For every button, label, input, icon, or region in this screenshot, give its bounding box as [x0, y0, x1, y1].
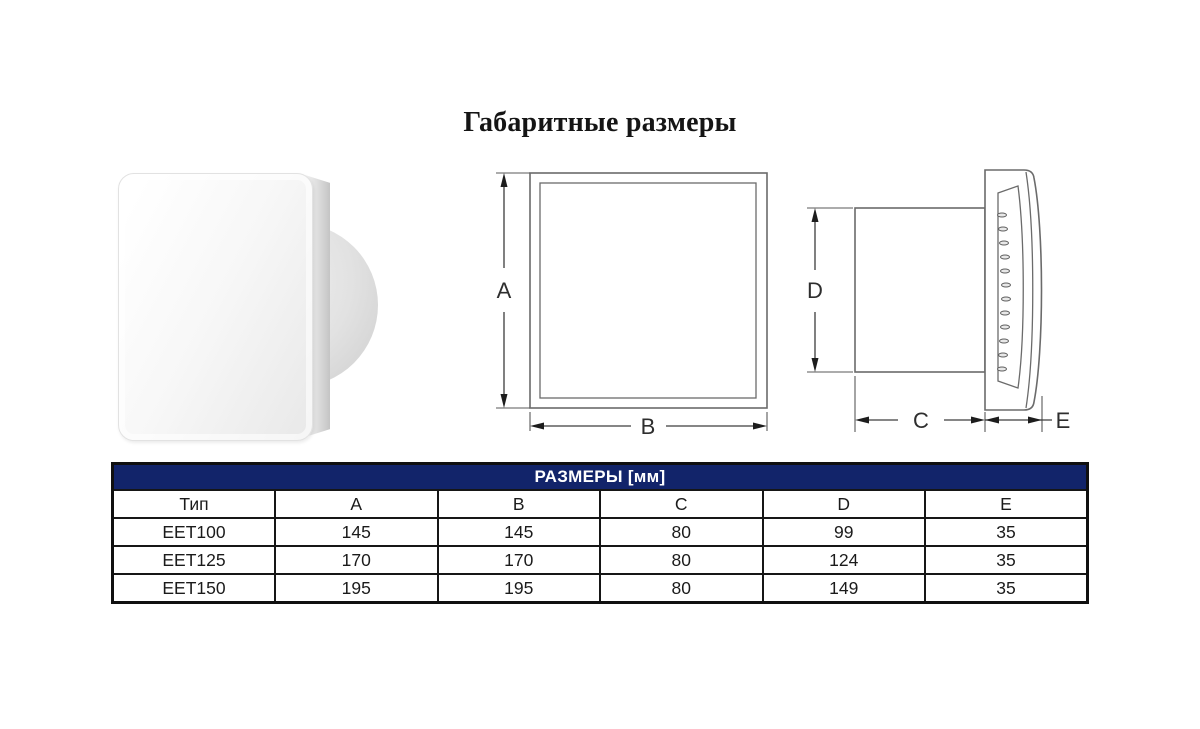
fan-cover-image [118, 173, 313, 441]
cell-a: 170 [275, 546, 438, 574]
side-view-drawing [795, 160, 1095, 450]
table-row [113, 518, 1088, 546]
table-title-row [113, 464, 1088, 491]
dimension-d-label: D [807, 278, 823, 303]
table-row [113, 546, 1088, 574]
cell-c: 80 [600, 546, 763, 574]
side-view-outline [855, 170, 1042, 410]
cell-b: 145 [438, 518, 601, 546]
cell-type: EET100 [113, 518, 276, 546]
front-view-outline [530, 173, 767, 408]
cell-d: 99 [763, 518, 926, 546]
column-header-e: E [925, 490, 1088, 518]
dimension-a-label: A [496, 278, 512, 303]
cell-b: 170 [438, 546, 601, 574]
cell-e: 35 [925, 546, 1088, 574]
dimension-c [855, 376, 985, 433]
dimension-b-label: B [640, 414, 656, 439]
cell-a: 145 [275, 518, 438, 546]
cell-d: 124 [763, 546, 926, 574]
front-view-drawing [488, 160, 788, 450]
cell-b: 195 [438, 574, 601, 603]
column-header-d: D [763, 490, 926, 518]
dimensions-table [111, 462, 1089, 604]
page-title: Габаритные размеры [463, 107, 737, 138]
dimension-c-label: C [913, 408, 929, 433]
cell-a: 195 [275, 574, 438, 603]
column-header-a: A [275, 490, 438, 518]
dimension-e-label: E [1055, 408, 1071, 433]
cell-c: 80 [600, 518, 763, 546]
cell-e: 35 [925, 518, 1088, 546]
dimension-b [530, 412, 767, 439]
column-header-c: C [600, 490, 763, 518]
dimension-a [496, 173, 530, 408]
product-photo [113, 166, 398, 451]
cell-d: 149 [763, 574, 926, 603]
table-row [113, 574, 1088, 603]
column-header-type: Тип [113, 490, 276, 518]
cell-type: EET125 [113, 546, 276, 574]
table-header-row [113, 490, 1088, 518]
column-header-b: B [438, 490, 601, 518]
dimension-d [807, 208, 853, 372]
cell-type: EET150 [113, 574, 276, 603]
cell-e: 35 [925, 574, 1088, 603]
cell-c: 80 [600, 574, 763, 603]
table-title: РАЗМЕРЫ [мм] [113, 464, 1088, 491]
